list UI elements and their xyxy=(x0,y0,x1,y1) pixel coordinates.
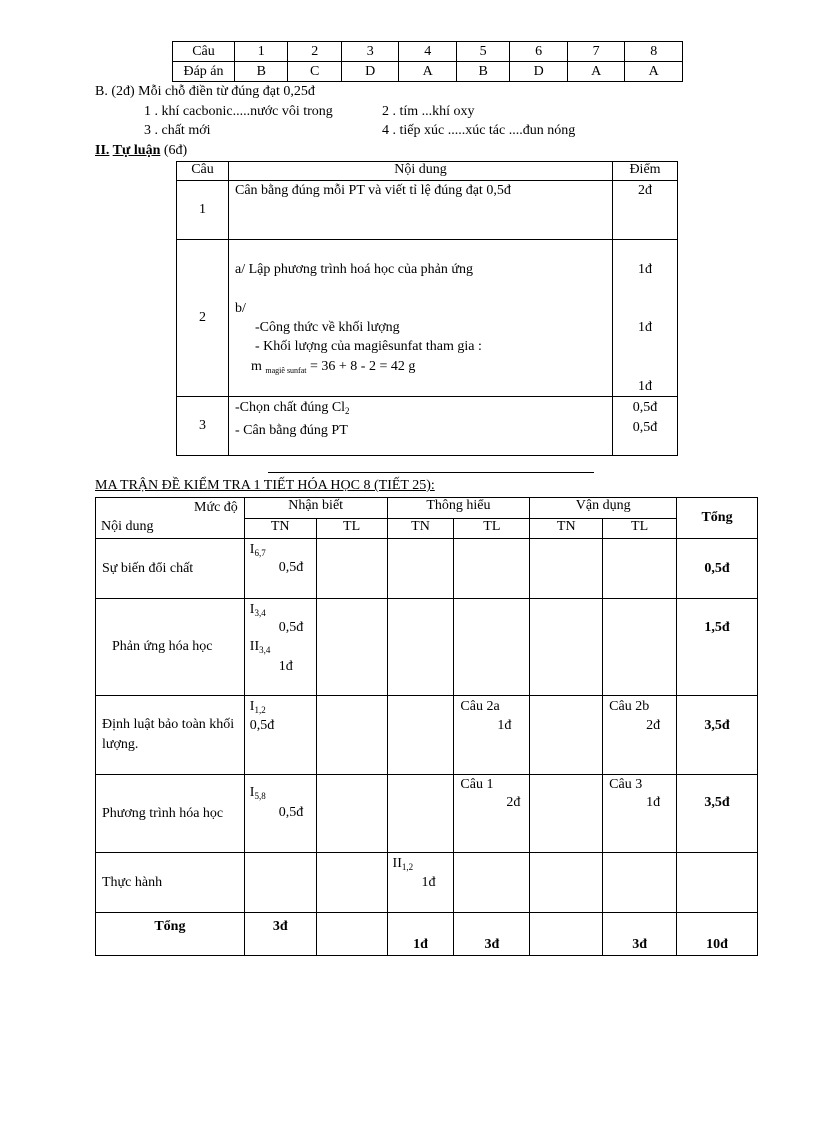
essay-q3-scores xyxy=(613,397,678,456)
matrix-cell-vd-tl xyxy=(603,696,677,775)
question-score: 1đ xyxy=(646,795,661,810)
matrix-row-change-of-matter xyxy=(96,539,758,599)
formula-mass-symbol: m xyxy=(251,359,262,374)
matrix-cell-vd-tl xyxy=(603,775,677,853)
essay-q2-number: 2 xyxy=(177,240,229,397)
question-score: 0,5đ xyxy=(278,560,304,575)
essay-q1-content: Cân bằng đúng mỗi PT và viết tỉ lệ đúng đạt 0,5đ xyxy=(229,181,613,240)
matrix-cell-empty xyxy=(603,599,677,696)
question-ref-subscript: 1,2 xyxy=(401,862,414,872)
section-b-heading: B. (2đ) Mỗi chỗ điền từ đúng đạt 0,25đ xyxy=(95,84,315,99)
answer-key-answer: D xyxy=(341,62,399,82)
matrix-title: MA TRẬN ĐỀ KIỂM TRA 1 TIẾT HÓA HỌC 8 (TIẾT 25): xyxy=(95,478,435,493)
matrix-cell-empty xyxy=(603,853,677,913)
question-score: 1đ xyxy=(497,718,512,733)
essay-row-1 xyxy=(177,181,678,240)
answer-key-number: 3 xyxy=(341,42,399,62)
question-ref xyxy=(250,542,266,558)
matrix-cell-nb-tn xyxy=(244,775,316,853)
matrix-cell-empty xyxy=(387,775,454,853)
matrix-total-header: Tổng xyxy=(677,498,758,539)
matrix-topic: Sự biến đổi chất xyxy=(96,539,245,599)
formula-calculation: = 36 + 8 - 2 = 42 g xyxy=(310,359,416,374)
question-ref xyxy=(393,856,414,872)
answer-key-answer: A xyxy=(567,62,625,82)
matrix-cell-empty xyxy=(387,599,454,696)
essay-q2-formula xyxy=(251,359,415,375)
formula-subscript: magiê sunfat xyxy=(265,366,307,375)
matrix-row-practice xyxy=(96,853,758,913)
answer-key-number: 5 xyxy=(456,42,509,62)
sub-header-tn: TN xyxy=(244,518,316,539)
answer-key-answer: A xyxy=(625,62,683,82)
matrix-sum-th-tn: 1đ xyxy=(387,913,454,956)
level-understanding: Thông hiểu xyxy=(387,498,530,519)
answer-key-number: 2 xyxy=(288,42,341,62)
essay-q2-content xyxy=(229,240,613,397)
essay-answer-table xyxy=(176,161,678,456)
question-ref-subscript: 6,7 xyxy=(254,548,266,558)
question-score: 2đ xyxy=(646,718,661,733)
answer-key-number-row xyxy=(173,42,683,62)
matrix-topic: Định luật bảo toàn khối lượng. xyxy=(96,696,245,775)
essay-q3-line-1-subscript: 2 xyxy=(345,406,350,416)
matrix-cell-empty xyxy=(677,853,758,913)
matrix-topic: Thực hành xyxy=(96,853,245,913)
section-ii-prefix: II. xyxy=(95,143,110,158)
matrix-cell-empty xyxy=(530,775,603,853)
matrix-row-total: 1,5đ xyxy=(677,599,758,696)
question-score: 2đ xyxy=(506,795,521,810)
matrix-cell-nb-tn xyxy=(244,696,316,775)
answer-key-number: 1 xyxy=(235,42,288,62)
essay-q3-number: 3 xyxy=(177,397,229,456)
question-ref-subscript: 5,8 xyxy=(254,791,266,801)
answer-key-answer: A xyxy=(399,62,457,82)
essay-row-3 xyxy=(177,397,678,456)
matrix-row-conservation-law xyxy=(96,696,758,775)
question-ref xyxy=(250,785,266,801)
essay-q3-line-2: - Cân bằng đúng PT xyxy=(235,423,348,438)
answer-key-table xyxy=(172,41,683,82)
essay-q2-line-b: b/ xyxy=(235,301,246,316)
answer-key-answer: B xyxy=(235,62,288,82)
fill-item-2: 2 . tím ...khí oxy xyxy=(382,104,475,119)
essay-header-score: Điểm xyxy=(613,162,678,181)
matrix-cell-empty xyxy=(387,539,454,599)
question-ref: Câu 2a xyxy=(460,699,500,714)
essay-q2-line-b1: -Công thức về khối lượng xyxy=(255,320,400,335)
matrix-cell-empty xyxy=(603,539,677,599)
fill-item-4: 4 . tiếp xúc .....xúc tác ....đun nóng xyxy=(382,123,576,138)
matrix-sum-vd-tl: 3đ xyxy=(603,913,677,956)
matrix-sum-label: Tổng xyxy=(96,913,245,956)
question-score: 1đ xyxy=(421,875,436,890)
section-ii-heading xyxy=(95,143,187,159)
answer-key-answer: B xyxy=(456,62,509,82)
question-ref-text: I xyxy=(249,699,255,714)
essay-q2-score-b2: 1đ xyxy=(638,379,652,394)
question-ref xyxy=(250,639,271,655)
question-ref xyxy=(250,699,266,715)
essay-q3-content xyxy=(229,397,613,456)
fill-item-1: 1 . khí cacbonic.....nước vôi trong xyxy=(144,104,333,119)
matrix-cell-empty xyxy=(387,696,454,775)
question-ref-subscript: 1,2 xyxy=(254,705,266,715)
matrix-row-total: 3,5đ xyxy=(677,696,758,775)
matrix-cell-empty xyxy=(316,599,387,696)
answer-key-answer-row xyxy=(173,62,683,82)
question-ref-subscript: 3,4 xyxy=(254,608,266,618)
matrix-row-total: 0,5đ xyxy=(677,539,758,599)
question-ref-text: I xyxy=(249,542,255,557)
matrix-cell-empty xyxy=(454,599,530,696)
matrix-cell-empty xyxy=(316,775,387,853)
essay-q1-number: 1 xyxy=(177,181,229,240)
question-ref-text: I xyxy=(249,785,255,800)
sub-header-tn: TN xyxy=(530,518,603,539)
essay-q3-line-1-text: -Chọn chất đúng Cl xyxy=(235,400,346,415)
answer-key-answer: D xyxy=(510,62,568,82)
essay-header-content: Nội dung xyxy=(229,162,613,181)
question-ref-text: I xyxy=(249,602,255,617)
essay-q3-score-1: 0,5đ xyxy=(632,400,658,415)
answer-key-number: 4 xyxy=(399,42,457,62)
level-application: Vận dụng xyxy=(530,498,677,519)
essay-q2-score-a: 1đ xyxy=(638,262,652,277)
matrix-cell-empty xyxy=(530,853,603,913)
matrix-cell-empty xyxy=(454,853,530,913)
essay-q2-line-b2: - Khối lượng của magiêsunfat tham gia : xyxy=(255,339,482,354)
matrix-cell-th-tn xyxy=(387,853,454,913)
answer-key-answer-label: Đáp án xyxy=(173,62,235,82)
question-ref-subscript: 3,4 xyxy=(259,645,271,655)
fill-item-3: 3 . chất mới xyxy=(144,123,211,138)
essay-q3-line-1 xyxy=(235,398,606,421)
matrix-topic: Phản ứng hóa học xyxy=(96,599,245,696)
essay-q2-line-a: a/ Lập phương trình hoá học của phản ứng xyxy=(235,262,473,277)
matrix-row-total: 3,5đ xyxy=(677,775,758,853)
matrix-cell-empty xyxy=(530,913,603,956)
matrix-cell-nb-tn xyxy=(244,599,316,696)
question-ref xyxy=(250,602,266,618)
matrix-cell-empty xyxy=(454,539,530,599)
essay-header-question: Câu xyxy=(177,162,229,181)
question-score: 0,5đ xyxy=(249,718,275,733)
matrix-cell-empty xyxy=(530,539,603,599)
matrix-cell-empty xyxy=(244,853,316,913)
matrix-row-chemical-equation xyxy=(96,775,758,853)
answer-key-number: 7 xyxy=(567,42,625,62)
answer-key-number: 8 xyxy=(625,42,683,62)
essay-row-2 xyxy=(177,240,678,397)
matrix-cell-empty xyxy=(530,696,603,775)
separator-rule xyxy=(268,472,594,473)
test-matrix-table xyxy=(95,497,758,956)
essay-q1-score: 2đ xyxy=(613,181,678,240)
answer-key-number: 6 xyxy=(510,42,568,62)
matrix-cell-empty xyxy=(530,599,603,696)
matrix-header-row-1 xyxy=(96,498,758,519)
section-ii-points: (6đ) xyxy=(163,143,188,158)
essay-q2-score-b1: 1đ xyxy=(638,320,652,335)
question-score: 0,5đ xyxy=(278,620,304,635)
question-score: 0,5đ xyxy=(278,805,304,820)
answer-key-answer: C xyxy=(288,62,341,82)
question-ref: Câu 1 xyxy=(460,777,494,792)
matrix-cell-th-tl xyxy=(454,775,530,853)
answer-key-header-label: Câu xyxy=(173,42,235,62)
matrix-cell-empty xyxy=(316,696,387,775)
matrix-sum-nb-tn: 3đ xyxy=(244,913,316,956)
question-ref-text: II xyxy=(392,856,402,871)
matrix-corner-content: Nội dung xyxy=(101,519,154,534)
matrix-cell-nb-tn xyxy=(244,539,316,599)
matrix-sum-th-tl: 3đ xyxy=(454,913,530,956)
section-ii-title: Tự luận xyxy=(112,143,161,158)
matrix-corner-level: Mức độ xyxy=(194,500,238,515)
level-recognition: Nhận biết xyxy=(244,498,387,519)
sub-header-tn: TN xyxy=(387,518,454,539)
matrix-row-chemical-reaction xyxy=(96,599,758,696)
matrix-cell-empty xyxy=(316,539,387,599)
essay-q2-scores xyxy=(613,240,678,397)
essay-q3-score-2: 0,5đ xyxy=(632,420,658,435)
matrix-topic: Phương trình hóa học xyxy=(96,775,245,853)
sub-header-tl: TL xyxy=(454,518,530,539)
question-ref: Câu 2b xyxy=(609,699,650,714)
matrix-row-total-sum xyxy=(96,913,758,956)
essay-header-row xyxy=(177,162,678,181)
question-ref: Câu 3 xyxy=(609,777,643,792)
sub-header-tl: TL xyxy=(316,518,387,539)
sub-header-tl: TL xyxy=(603,518,677,539)
matrix-cell-empty xyxy=(316,913,387,956)
matrix-cell-th-tl xyxy=(454,696,530,775)
matrix-corner-cell xyxy=(96,498,245,539)
question-ref-text: II xyxy=(249,639,260,654)
question-score: 1đ xyxy=(278,659,293,674)
matrix-cell-empty xyxy=(316,853,387,913)
matrix-sum-total: 10đ xyxy=(677,913,758,956)
